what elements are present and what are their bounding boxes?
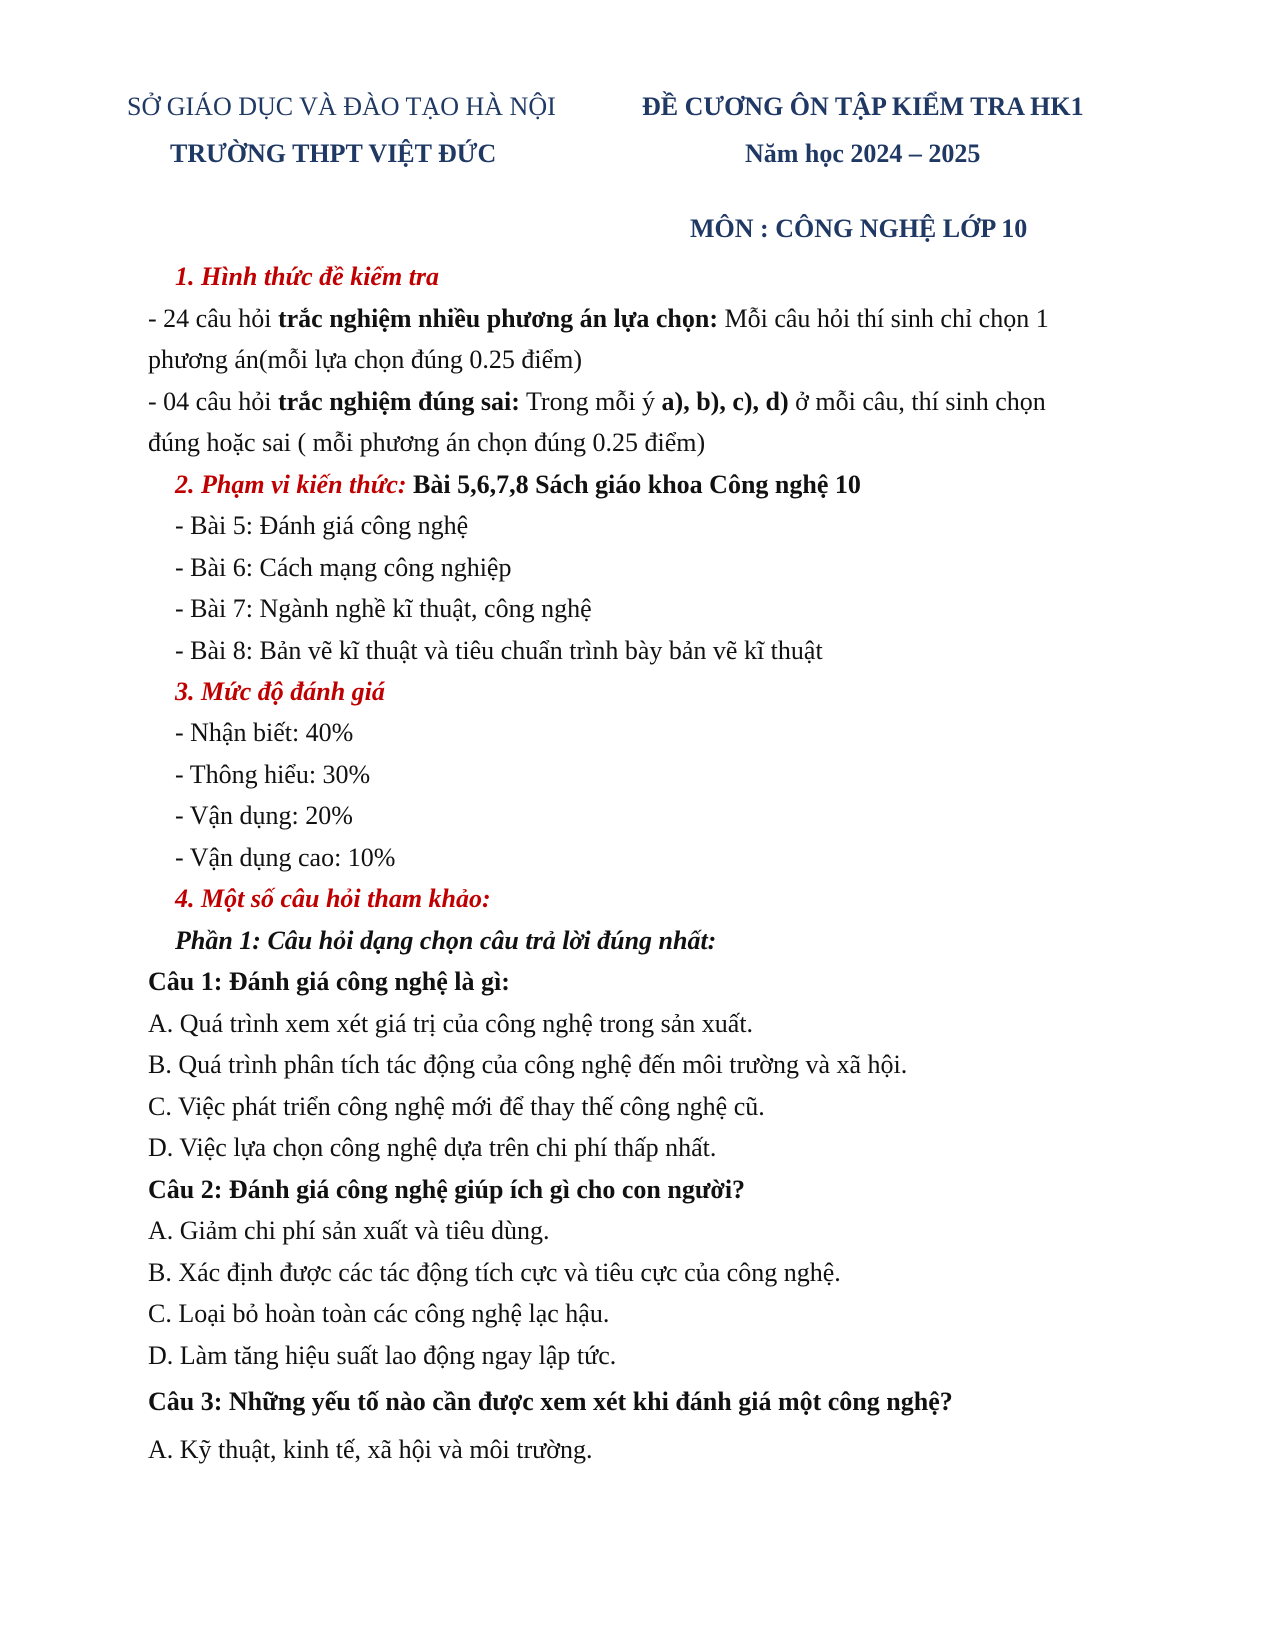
section-2-scope: Bài 5,6,7,8 Sách giáo khoa Công nghệ 10 [406,470,861,499]
level-item: - Vận dụng cao: 10% [175,843,396,872]
lesson-item: - Bài 8: Bản vẽ kĩ thuật và tiêu chuẩn trình bày bản vẽ kĩ thuật [175,636,823,665]
section-1-line-4: đúng hoặc sai ( mỗi phương án chọn đúng 0.25 điểm) [148,428,706,457]
text-run: - 04 câu hỏi [148,387,278,416]
answer-option: D. Việc lựa chọn công nghệ dựa trên chi phí thấp nhất. [148,1133,717,1162]
text-run-bold: a), b), c), d) [661,387,789,416]
answer-option: C. Việc phát triển công nghệ mới để thay thế công nghệ cũ. [148,1092,765,1121]
section-3-heading: 3. Mức độ đánh giá [175,677,385,706]
lesson-item: - Bài 6: Cách mạng công nghiệp [175,553,512,582]
answer-option: A. Giảm chi phí sản xuất và tiêu dùng. [148,1216,550,1245]
department-name: SỞ GIÁO DỤC VÀ ĐÀO TẠO HÀ NỘI [127,92,556,121]
section-2-heading-line [175,470,861,500]
question-2: Câu 2: Đánh giá công nghệ giúp ích gì cho con người? [148,1175,746,1204]
lesson-item: - Bài 5: Đánh giá công nghệ [175,511,469,540]
subject-title: MÔN : CÔNG NGHỆ LỚP 10 [690,214,1028,243]
text-run-bold: trắc nghiệm nhiều phương án lựa chọn: [277,304,718,333]
school-name: TRƯỜNG THPT VIỆT ĐỨC [170,139,497,168]
text-run-bold: trắc nghiệm đúng sai: [277,387,520,416]
answer-option: D. Làm tăng hiệu suất lao động ngay lập tức. [148,1341,617,1370]
school-year: Năm học 2024 – 2025 [745,139,981,168]
question-1: Câu 1: Đánh giá công nghệ là gì: [148,967,510,996]
answer-option: C. Loại bỏ hoàn toàn các công nghệ lạc hậu. [148,1299,610,1328]
document-title: ĐỀ CƯƠNG ÔN TẬP KIỂM TRA HK1 [642,92,1084,121]
section-2-heading: 2. Phạm vi kiến thức: [175,470,407,499]
section-4-heading: 4. Một số câu hỏi tham khảo: [175,884,491,913]
section-1-heading: 1. Hình thức đề kiểm tra [175,262,440,291]
section-1-line-3 [148,387,1046,417]
level-item: - Thông hiểu: 30% [175,760,371,789]
question-3: Câu 3: Những yếu tố nào cần được xem xét khi đánh giá một công nghệ? [148,1387,953,1416]
answer-option: B. Quá trình phân tích tác động của công nghệ đến môi trường và xã hội. [148,1050,908,1079]
lesson-item: - Bài 7: Ngành nghề kĩ thuật, công nghệ [175,594,592,623]
text-run: ở mỗi câu, thí sinh chọn [788,387,1046,416]
text-run: Mỗi câu hỏi thí sinh chỉ chọn 1 [717,304,1049,333]
answer-option: B. Xác định được các tác động tích cực và tiêu cực của công nghệ. [148,1258,841,1287]
answer-option: A. Quá trình xem xét giá trị của công nghệ trong sản xuất. [148,1009,754,1038]
text-run: - 24 câu hỏi [148,304,278,333]
section-1-line-2: phương án(mỗi lựa chọn đúng 0.25 điểm) [148,345,583,374]
level-item: - Vận dụng: 20% [175,801,353,830]
answer-option: A. Kỹ thuật, kinh tế, xã hội và môi trường. [148,1435,593,1464]
level-item: - Nhận biết: 40% [175,718,354,747]
text-run: Trong mỗi ý [519,387,662,416]
part-1-heading: Phần 1: Câu hỏi dạng chọn câu trả lời đúng nhất: [175,926,717,955]
section-1-line-1 [148,304,1049,334]
